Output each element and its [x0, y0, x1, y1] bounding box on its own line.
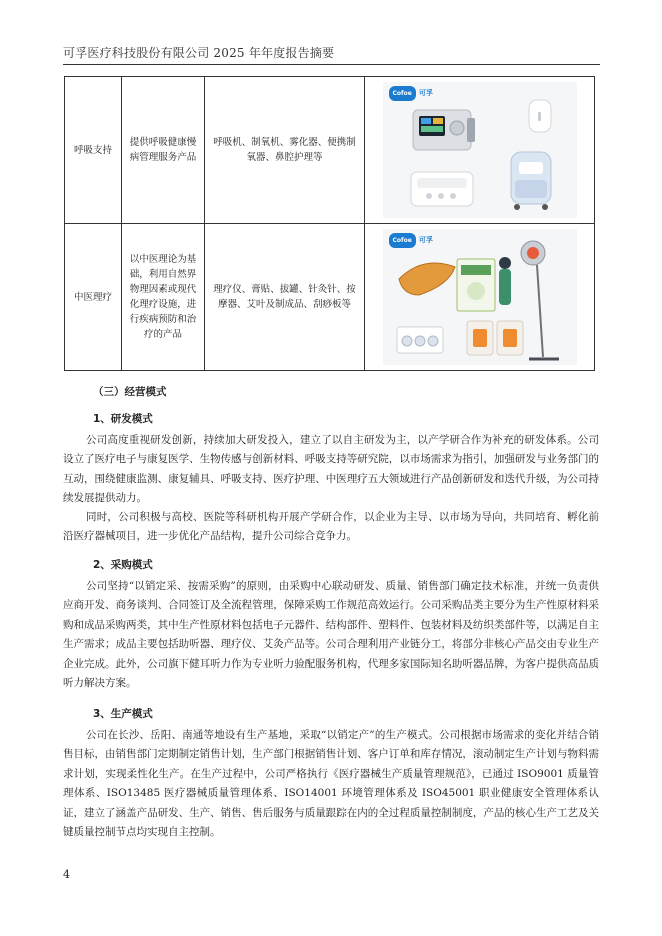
product-image-cell	[365, 77, 595, 224]
table-row	[65, 77, 595, 224]
respiratory-products-photo	[383, 82, 577, 218]
section-title-business-model: （三）经营模式	[93, 386, 167, 398]
production-paragraph: 公司在长沙、岳阳、南通等地设有生产基地，采取“以销定产”的生产模式。公司根据市场需求的变化并结合销售目标，由销售部门定期制定销售计划，生产部门根据销售计划、客户订单和库存情况，滚动制定生产计划与物料需求计划，实现柔性化生产。在生产过程中，公司严格执行《医疗器械生产质量管理规范》，已通过 ISO9001 质量管理体系、ISO13485 医疗器械质量管理体系、ISO14001 环境管理体系及 ISO45001 职业健康安全管理体系认证，建立了涵盖产品研发、生产、销售、售后服务与质量跟踪在内的全过程质量控制制度，产品的核心生产工艺及关键质量控制节点均实现自主控制。	[63, 729, 599, 839]
products-cell: 呼吸机、制氧机、雾化器、便携制氧器、鼻腔护理等	[205, 77, 365, 224]
report-header: 可孚医疗科技股份有限公司 2025 年年度报告摘要	[63, 46, 335, 60]
tcm-products-photo	[383, 229, 577, 365]
category-cell: 中医理疗	[65, 224, 122, 371]
section-title-rd: 1、研发模式	[93, 413, 153, 425]
procurement-paragraph: 公司坚持“以销定采、按需采购”的原则，由采购中心联动研发、质量、销售部门确定技术标准，并统一负责供应商开发、商务谈判、合同签订及全流程管理，保障采购工作规范高效运行。公司采购品类主要分为生产性原材料采购和成品采购两类，其中生产性原材料包括电子元器件、结构部件、塑料件、包装材料及纺织类部件等，以满足自主生产需求；成品主要包括助听器、理疗仪、艾灸产品等。公司合理利用产业链分工，将部分非核心产品交由专业生产企业完成。此外，公司旗下健耳听力作为专业听力验配服务机构，代理多家国际知名助听器品牌，为客户提供高品质听力解决方案。	[63, 580, 599, 690]
category-cell: 呼吸支持	[65, 77, 122, 224]
respiratory-devices-illustration	[383, 82, 577, 218]
rd-paragraph-1: 公司高度重视研发创新，持续加大研发投入，建立了以自主研发为主，以产学研合作为补充的研发体系。公司设立了医疗电子与康复医学、生物传感与创新材料、呼吸支持等研究院，以市场需求为指引，加强研发与业务部门的互动，围绕健康监测、康复辅具、呼吸支持、医疗护理、中医理疗五大领域进行产品创新研发和迭代升级，为公司持续发展提供动力。	[63, 434, 599, 505]
rd-paragraph-2: 同时，公司积极与高校、医院等科研机构开展产学研合作，以企业为主导、以市场为导向，共同培育、孵化前沿医疗器械项目，进一步优化产品结构，提升公司综合竞争力。	[63, 511, 599, 543]
section-title-procurement: 2、采购模式	[93, 559, 153, 571]
page-number: 4	[63, 868, 70, 881]
description-cell: 以中医理论为基础，利用自然界物理因素或现代化理疗设施，进行疾病预防和治疗的产品	[122, 224, 205, 371]
product-table	[64, 76, 595, 371]
brand-logo: Cofoe 可孚	[389, 86, 433, 101]
description-cell: 提供呼吸健康慢病管理服务产品	[122, 77, 205, 224]
products-cell: 理疗仪、膏贴、拔罐、针灸针、按摩器、艾叶及制成品、刮痧板等	[205, 224, 365, 371]
product-image-cell	[365, 224, 595, 371]
table-row	[65, 224, 595, 371]
section-title-production: 3、生产模式	[93, 708, 153, 720]
brand-logo: Cofoe 可孚	[389, 233, 433, 248]
tcm-devices-illustration	[383, 229, 577, 365]
header-divider	[63, 64, 600, 65]
